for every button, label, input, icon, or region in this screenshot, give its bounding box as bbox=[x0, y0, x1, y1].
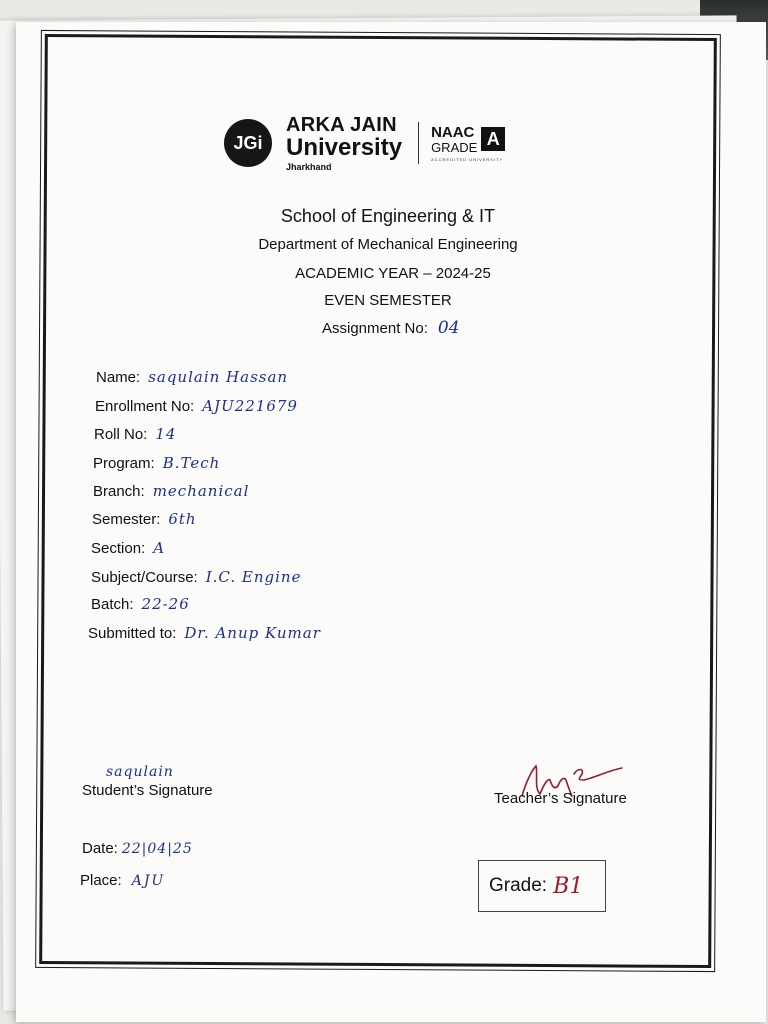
field-label: Batch: bbox=[91, 596, 134, 613]
logo-divider bbox=[418, 122, 419, 164]
semester-type: EVEN SEMESTER bbox=[324, 292, 452, 309]
place-label: Place: bbox=[80, 872, 122, 889]
field-value: 6th bbox=[168, 510, 197, 528]
field-value: saqulain Hassan bbox=[148, 368, 289, 386]
field-value: B.Tech bbox=[162, 454, 221, 472]
student-signature: saqulain bbox=[106, 764, 174, 780]
university-logo bbox=[224, 108, 505, 178]
place-row bbox=[80, 872, 165, 889]
university-location: Jharkhand bbox=[286, 161, 332, 172]
date-label: Date: bbox=[82, 840, 118, 857]
field-label: Semester: bbox=[92, 511, 161, 528]
student-signature-label: Student’s Signature bbox=[82, 782, 213, 799]
university-name-line2: University bbox=[286, 133, 403, 161]
university-name bbox=[286, 115, 402, 172]
teacher-signature-label: Teacher’s Signature bbox=[494, 790, 627, 807]
field-semester bbox=[92, 510, 197, 528]
field-roll-no bbox=[94, 425, 176, 443]
field-enrollment bbox=[95, 397, 298, 415]
assignment-number bbox=[322, 318, 460, 338]
field-label: Program: bbox=[93, 455, 155, 472]
field-value: Dr. Anup Kumar bbox=[184, 624, 321, 642]
field-subject bbox=[91, 568, 301, 586]
date-row bbox=[82, 840, 193, 857]
field-value: 22-26 bbox=[141, 595, 190, 613]
assignment-value: 04 bbox=[437, 318, 460, 338]
naac-subtext: ACCREDITED UNIVERSITY bbox=[431, 156, 504, 162]
academic-year: ACADEMIC YEAR – 2024-25 bbox=[295, 265, 491, 282]
field-label: Section: bbox=[91, 540, 146, 557]
naac-title: NAAC bbox=[431, 123, 475, 141]
field-value: A bbox=[153, 539, 166, 557]
field-label: Subject/Course: bbox=[91, 569, 198, 586]
field-value: 14 bbox=[155, 425, 177, 443]
field-label: Name: bbox=[96, 369, 141, 386]
field-label: Branch: bbox=[93, 483, 145, 500]
naac-grade-icon: A bbox=[481, 127, 505, 151]
jgi-logo-icon: JGi bbox=[224, 119, 272, 167]
field-batch bbox=[91, 595, 190, 613]
field-value: AJU221679 bbox=[202, 397, 298, 415]
naac-badge bbox=[431, 125, 505, 162]
place-value: AJU bbox=[131, 873, 166, 889]
department-name: Department of Mechanical Engineering bbox=[258, 236, 518, 253]
field-name bbox=[96, 368, 288, 386]
field-value: I.C. Engine bbox=[205, 568, 302, 586]
field-label: Roll No: bbox=[94, 426, 148, 443]
grade-value: B1 bbox=[553, 873, 584, 899]
field-value: mechanical bbox=[152, 482, 250, 500]
field-label: Submitted to: bbox=[88, 625, 177, 642]
field-program bbox=[93, 454, 220, 472]
field-submitted-to bbox=[88, 624, 321, 642]
cover-page bbox=[16, 22, 766, 1022]
university-name-line1: ARKA JAIN bbox=[286, 113, 397, 136]
grade-label: Grade: bbox=[489, 875, 548, 896]
assignment-label: Assignment No: bbox=[322, 320, 428, 337]
date-value: 22|04|25 bbox=[121, 841, 193, 857]
field-section bbox=[91, 539, 165, 557]
school-name: School of Engineering & IT bbox=[280, 206, 496, 226]
naac-grade-label: GRADE bbox=[431, 139, 478, 155]
field-branch bbox=[93, 482, 249, 500]
field-label: Enrollment No: bbox=[95, 398, 195, 415]
grade-box bbox=[478, 860, 606, 912]
